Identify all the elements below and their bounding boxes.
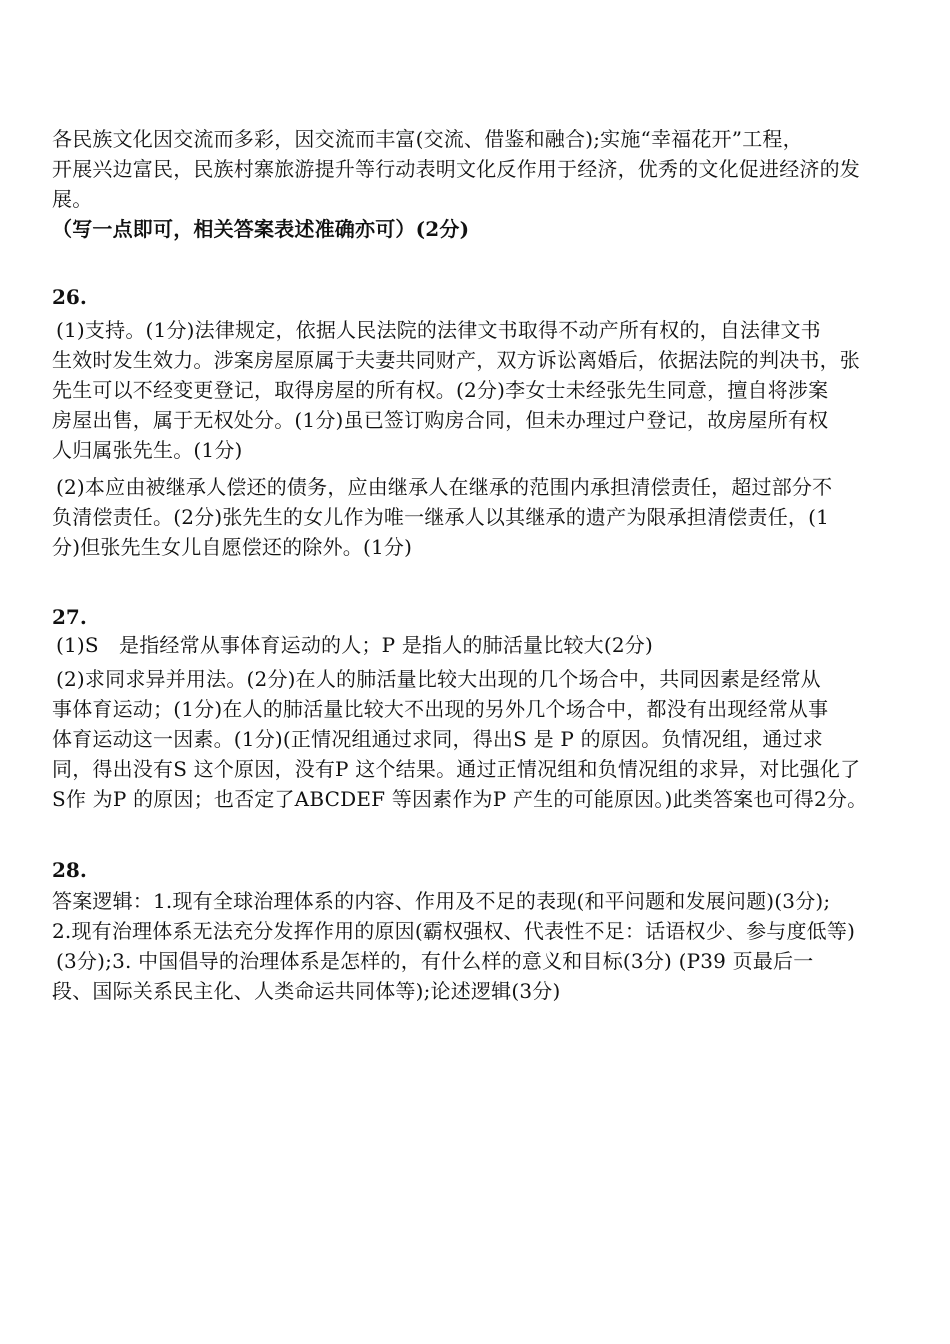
answer-line: (1)S 是指经常从事体育运动的人；P 是指人的肺活量比较大(2分) bbox=[56, 633, 653, 657]
intro-line: 开展兴边富民，民族村寨旅游提升等行动表明文化反作用于经济，优秀的文化促进经济的发 bbox=[52, 157, 860, 181]
answer-line: 分)但张先生女儿自愿偿还的除外。(1分) bbox=[52, 535, 413, 559]
answer-line: 2.现有治理体系无法充分发挥作用的原因(霸权强权、代表性不足：话语权少、参与度低等) bbox=[52, 919, 856, 943]
answer-line: 答案逻辑：1.现有全球治理体系的内容、作用及不足的表现(和平问题和发展问题)(3分); bbox=[52, 889, 831, 913]
answer-line: 同，得出没有S 这个原因，没有P 这个结果。通过正情况组和负情况组的求异，对比强化了 bbox=[52, 757, 861, 781]
intro-paragraph bbox=[52, 124, 924, 244]
answer-line: 生效时发生效力。涉案房屋原属于夫妻共同财产，双方诉讼离婚后，依据法院的判决书，张 bbox=[52, 348, 860, 372]
question-26-number: 26. bbox=[52, 285, 87, 309]
intro-line: 各民族文化因交流而多彩，因交流而丰富(交流、借鉴和融合);实施“幸福花开”工程， bbox=[52, 127, 803, 151]
intro-note: （写一点即可，相关答案表述准确亦可）(2分) bbox=[52, 217, 470, 241]
answer-line: (2)本应由被继承人偿还的债务，应由继承人在继承的范围内承担清偿责任，超过部分不 bbox=[56, 475, 833, 499]
answer-line: (2)求同求异并用法。(2分)在人的肺活量比较大出现的几个场合中，共同因素是经常从 bbox=[56, 667, 821, 691]
question-26-part-2 bbox=[52, 472, 924, 562]
question-28-number: 28. bbox=[52, 858, 87, 882]
answer-line: 负清偿责任。(2分)张先生的女儿作为唯一继承人以其继承的遗产为限承担清偿责任，(1 bbox=[52, 505, 830, 529]
answer-line: (1)支持。(1分)法律规定，依据人民法院的法律文书取得不动产所有权的，自法律文书 bbox=[56, 318, 821, 342]
question-27-part-1 bbox=[52, 630, 924, 660]
answer-line: S作 为P 的原因；也否定了ABCDEF 等因素作为P 产生的可能原因。)此类答案也可得2分。 bbox=[52, 787, 868, 811]
answer-line: 房屋出售，属于无权处分。(1分)虽已签订购房合同，但未办理过户登记，故房屋所有权 bbox=[52, 408, 829, 432]
answer-line: 体育运动这一因素。(1分)(正情况组通过求同，得出S 是 P 的原因。负情况组，通过求 bbox=[52, 727, 823, 751]
answer-line: (3分);3. 中国倡导的治理体系是怎样的，有什么样的意义和目标(3分) (P39 页最后一 bbox=[56, 949, 814, 973]
question-26-part-1 bbox=[52, 315, 924, 465]
answer-line: 段、国际关系民主化、人类命运共同体等);论述逻辑(3分) bbox=[52, 979, 561, 1003]
question-27-part-2 bbox=[52, 664, 924, 814]
intro-line: 展。 bbox=[52, 187, 93, 211]
question-28-answer bbox=[52, 886, 924, 1006]
answer-line: 先生可以不经变更登记，取得房屋的所有权。(2分)李女士未经张先生同意，擅自将涉案 bbox=[52, 378, 829, 402]
question-27-number: 27. bbox=[52, 605, 87, 629]
answer-line: 人归属张先生。(1分) bbox=[52, 438, 243, 462]
answer-line: 事体育运动；(1分)在人的肺活量比较大不出现的另外几个场合中，都没有出现经常从事 bbox=[52, 697, 829, 721]
